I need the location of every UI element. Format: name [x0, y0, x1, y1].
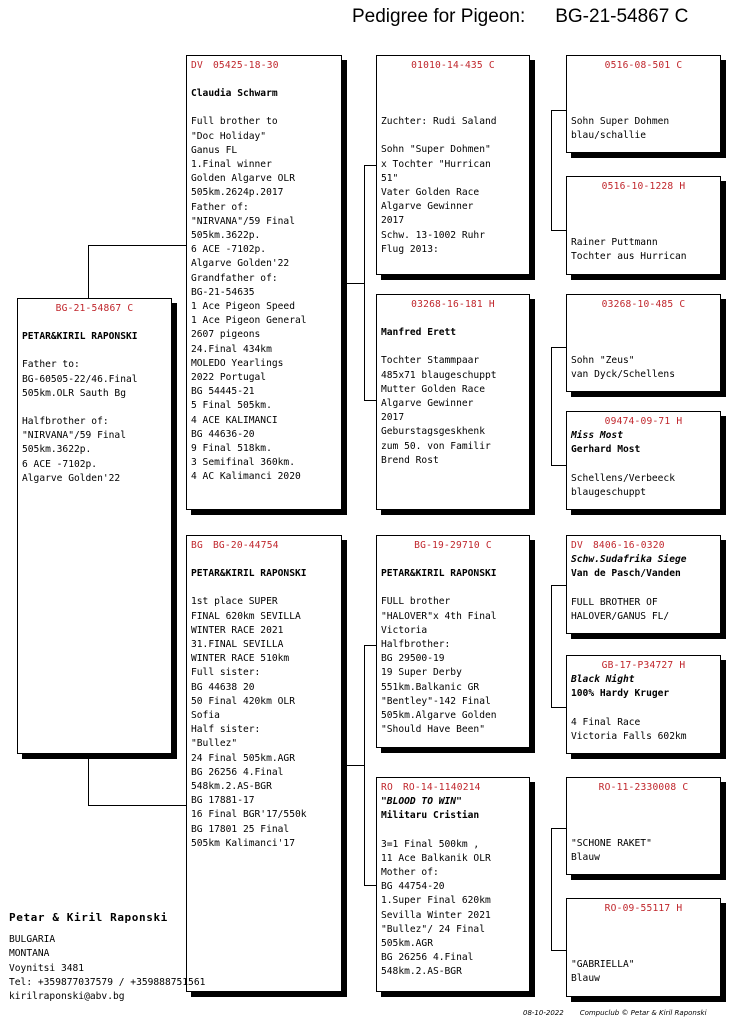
note-line: Sohn "Zeus" — [571, 355, 635, 367]
note-line: "Bullez" — [191, 738, 238, 750]
note-line: "Doc Holiday" — [191, 130, 267, 142]
note-line: "SCHONE RAKET" — [571, 838, 652, 850]
note-line: 6 ACE -7102p. — [191, 244, 267, 256]
pigeon-notes — [381, 115, 525, 257]
note-line: 1st place SUPER — [191, 596, 278, 608]
note-line: Father to: — [22, 359, 80, 371]
sex-code: C — [488, 60, 495, 71]
pigeon-card-sire-sire-sire — [566, 55, 721, 153]
footer-date: 08-10-2022 — [523, 1009, 564, 1017]
note-line: WINTER RACE 2021 — [191, 624, 284, 636]
connector-subject-sire-v — [88, 245, 89, 300]
note-line: 505km Kalimanci'17 — [191, 837, 295, 849]
owner-region: MONTANA — [9, 948, 50, 960]
note-line: Sofia — [191, 710, 220, 722]
note-line: WINTER RACE 510km — [191, 653, 290, 665]
card-header — [381, 539, 525, 553]
note-line: Halfbrother of: — [22, 416, 109, 428]
note-line: BG 44754-20 — [381, 881, 445, 893]
ring-number: 03268-16-181 — [411, 299, 483, 310]
pigeon-notes — [381, 354, 525, 468]
pigeon-title: "BLOOD TO WIN" — [381, 796, 462, 808]
owner-email: kirilraponski@abv.bg — [9, 991, 125, 1003]
note-line: "Bentley"-142 Final — [381, 695, 491, 707]
note-line: Vater Golden Race — [381, 187, 480, 199]
note-line: BG 54445-21 — [191, 386, 255, 398]
ring-number: BG-19-29710 — [414, 540, 480, 551]
connector-dd-b — [551, 950, 567, 951]
note-line: BG 44638 20 — [191, 681, 255, 693]
sex-code: H — [679, 181, 686, 192]
pigeon-name: PETAR&KIRIL RAPONSKI — [191, 568, 307, 580]
pigeon-card-dam-sire — [376, 535, 530, 748]
note-line: 548km.2.AS-BGR — [381, 966, 462, 978]
note-line: HALOVER/GANUS FL/ — [571, 610, 670, 622]
pigeon-name: Militaru Cristian — [381, 810, 480, 822]
note-line: 505km.AGR — [381, 938, 433, 950]
note-line: "NIRVANA"/59 Final — [22, 430, 126, 442]
footer — [523, 1009, 723, 1017]
note-line: Geburstagsgeskhenk — [381, 426, 485, 438]
ring-number: BG-21-54867 C — [55, 303, 134, 314]
note-line: 4 Final Race — [571, 716, 641, 728]
note-line: Algarve Gewinner — [381, 201, 474, 213]
note-line: Sohn Super Dohmen — [571, 116, 670, 128]
note-line: Blauw — [571, 852, 600, 864]
connector-ds-v — [551, 585, 552, 708]
country-code: DV — [571, 540, 583, 551]
pigeon-notes — [381, 838, 525, 980]
card-header — [191, 539, 337, 553]
note-line: 6 ACE -7102p. — [22, 458, 98, 470]
note-line: Sevilla Winter 2021 — [381, 909, 491, 921]
note-line: Algarve Gewinner — [381, 398, 474, 410]
pigeon-name: Claudia Schwarm — [191, 88, 278, 100]
connector-ss-a — [551, 110, 567, 111]
note-line: Golden Algarve OLR — [191, 173, 295, 185]
pigeon-name: Van de Pasch/Vanden — [571, 568, 681, 580]
connector-subject-sire-h — [88, 245, 186, 246]
owner-country: BULGARIA — [9, 934, 56, 946]
note-line: Father of: — [191, 201, 249, 213]
pigeon-card-sire-sire — [376, 55, 530, 275]
note-line: Mutter Golden Race — [381, 383, 485, 395]
owner-name: Petar & Kiril Raponski — [9, 911, 168, 924]
note-line: 11 Ace Balkanik OLR — [381, 852, 491, 864]
card-header — [381, 298, 525, 312]
note-line: BG 26256 4.Final — [191, 766, 284, 778]
pigeon-title: Schw.Sudafrika Siege — [571, 554, 687, 566]
note-line: FULL brother — [381, 596, 451, 608]
connector-subject-dam-v — [88, 750, 89, 806]
note-line: 19 Super Derby — [381, 667, 462, 679]
ring-number: 0516-08-501 — [604, 60, 671, 71]
note-line: 2017 — [381, 412, 405, 424]
ring-number: GB-17-P34727 — [601, 660, 674, 671]
note-line: 5 Final 505km. — [191, 400, 272, 412]
note-line: 505km.2624p.2017 — [191, 187, 284, 199]
note-line: 1.Final winner — [191, 159, 272, 171]
sex-code: H — [679, 660, 686, 671]
owner-address: Voynitsi 3481 — [9, 962, 85, 974]
note-line: MOLEDO Yearlings — [191, 357, 284, 369]
note-line: 31.FINAL SEVILLA — [191, 639, 284, 651]
pigeon-name: PETAR&KIRIL RAPONSKI — [381, 568, 497, 580]
owner-info — [9, 911, 205, 1004]
note-line: Brend Rost — [381, 454, 439, 466]
pigeon-title: Black Night — [571, 674, 635, 686]
note-line: Sohn "Super Dohmen" — [381, 144, 491, 156]
note-line: BG 26256 4.Final — [381, 952, 474, 964]
footer-credit: Compuclub © Petar & Kiril Raponski — [579, 1009, 707, 1017]
connector-dam-ds-h — [364, 645, 376, 646]
connector-dd-a — [551, 828, 567, 829]
note-line: BG-60505-22/46.Final — [22, 373, 138, 385]
sex-code: H — [676, 903, 683, 914]
note-line: Grandfather of: — [191, 272, 278, 284]
title-label: Pedigree for Pigeon: — [352, 6, 526, 27]
note-line: Half sister: — [191, 724, 261, 736]
note-line: zum 50. von Familir — [381, 440, 491, 452]
pigeon-name: 100% Hardy Kruger — [571, 688, 670, 700]
note-line: blaugeschuppt — [571, 486, 647, 498]
pigeon-card-sire-dam-dam — [566, 411, 721, 510]
connector-sire-ss-h — [364, 165, 376, 166]
note-line: "Bullez"/ 24 Final — [381, 923, 485, 935]
sex-code: C — [485, 540, 492, 551]
pigeon-card-sire-dam-sire — [566, 294, 721, 392]
pigeon-card-dam-sire-dam — [566, 655, 721, 754]
country-code: DV — [191, 60, 203, 71]
pigeon-card-sire — [186, 55, 342, 510]
card-header — [571, 180, 716, 194]
note-line: Algarve Golden'22 — [22, 472, 121, 484]
pigeon-card-sire-dam — [376, 294, 530, 510]
pigeon-name: PETAR&KIRIL RAPONSKI — [22, 331, 138, 343]
note-line: Halfbrother: — [381, 639, 451, 651]
note-line: 24 Final 505km.AGR — [191, 752, 295, 764]
note-line: 505km.3622p. — [22, 444, 92, 456]
note-line: 485x71 blaugeschuppt — [381, 369, 497, 381]
card-header — [571, 902, 716, 916]
pigeon-card-subject — [17, 298, 172, 754]
card-header — [571, 659, 716, 673]
title-ring: BG-21-54867 C — [555, 6, 689, 27]
pigeon-card-sire-sire-dam — [566, 176, 721, 275]
note-line: Flug 2013: — [381, 243, 439, 255]
sex-code: H — [676, 416, 683, 427]
pigeon-title: Miss Most — [571, 430, 623, 442]
connector-sire-sd-h — [364, 400, 376, 401]
note-line: 551km.Balkanic GR — [381, 681, 480, 693]
owner-phone: Tel: +359877037579 / +359888751561 — [9, 976, 206, 988]
connector-subject-dam-h — [88, 805, 186, 806]
note-line: BG 44636-20 — [191, 428, 255, 440]
note-line: 1.Super Final 620km — [381, 895, 491, 907]
card-header — [571, 298, 716, 312]
country-code: RO — [381, 782, 393, 793]
page-title — [352, 6, 688, 28]
note-line: 4 ACE KALIMANCI — [191, 414, 278, 426]
note-line: 2607 pigeons — [191, 329, 261, 341]
connector-sd-a — [551, 347, 567, 348]
sex-code: H — [488, 299, 495, 310]
connector-sire-mid-h — [346, 283, 364, 284]
ring-number: 05425-18-30 — [212, 60, 279, 71]
connector-dd-v — [551, 828, 552, 951]
note-line: "NIRVANA"/59 Final — [191, 215, 295, 227]
pigeon-card-dam-dam-dam — [566, 898, 721, 997]
note-line: Schw. 13-1002 Ruhr — [381, 229, 485, 241]
note-line: x Tochter "Hurrican — [381, 158, 491, 170]
card-header — [22, 302, 167, 316]
note-line: 1 Ace Pigeon General — [191, 315, 307, 327]
note-line: 2017 — [381, 215, 405, 227]
note-line: 4 AC Kalimanci 2020 — [191, 471, 301, 483]
ring-number: 09474-09-71 — [604, 416, 671, 427]
pigeon-notes — [191, 595, 337, 851]
note-line: 3=1 Final 500km , — [381, 838, 480, 850]
sex-code: C — [676, 60, 683, 71]
note-line: BG 29500-19 — [381, 653, 445, 665]
card-header — [381, 59, 525, 73]
connector-sd-b — [551, 465, 567, 466]
note-line: Tochter aus Hurrican — [571, 251, 687, 263]
note-line: Algarve Golden'22 — [191, 258, 290, 270]
ring-number: RO-14-1140214 — [402, 782, 481, 793]
pigeon-name: Manfred Erett — [381, 327, 457, 339]
note-line: van Dyck/Schellens — [571, 369, 675, 381]
ring-number: RO-09-55117 — [604, 903, 671, 914]
note-line: Blauw — [571, 973, 600, 985]
country-code: BG — [191, 540, 203, 551]
ring-number: 03268-10-485 — [601, 299, 674, 310]
connector-ds-b — [551, 707, 567, 708]
note-line: 3 Semifinal 360km. — [191, 457, 295, 469]
pigeon-card-dam-dam — [376, 777, 530, 992]
note-line: Mother of: — [381, 867, 439, 879]
connector-sire-parents-v — [364, 165, 365, 401]
note-line: 24.Final 434km — [191, 343, 272, 355]
note-line: Tochter Stammpaar — [381, 355, 480, 367]
note-line: 16 Final BGR'17/550k — [191, 809, 307, 821]
note-line: FINAL 620km SEVILLA — [191, 610, 301, 622]
note-line: "HALOVER"x 4th Final — [381, 610, 497, 622]
pigeon-card-dam — [186, 535, 342, 992]
note-line: Full sister: — [191, 667, 261, 679]
note-line: Ganus FL — [191, 144, 238, 156]
card-header — [571, 539, 716, 553]
note-line: Zuchter: Rudi Saland — [381, 116, 497, 128]
ring-number: RO-11-2330008 — [598, 782, 677, 793]
note-line: 9 Final 518km. — [191, 443, 272, 455]
note-line: 548km.2.AS-BGR — [191, 781, 272, 793]
ring-number: 01010-14-435 — [411, 60, 483, 71]
connector-dam-parents-v — [364, 645, 365, 886]
pigeon-card-dam-dam-sire — [566, 777, 721, 875]
pigeon-notes — [22, 358, 167, 486]
note-line: "Should Have Been" — [381, 724, 485, 736]
note-line: 2022 Portugal — [191, 372, 267, 384]
ring-number: 8406-16-0320 — [592, 540, 665, 551]
note-line: 51" — [381, 172, 399, 184]
pigeon-card-dam-sire-sire — [566, 535, 721, 634]
card-header — [381, 781, 525, 795]
pigeon-notes — [191, 115, 337, 484]
connector-sd-v — [551, 347, 552, 465]
note-line: 505km.OLR Sauth Bg — [22, 387, 126, 399]
note-line: BG 17801 25 Final — [191, 823, 290, 835]
sex-code: C — [682, 782, 689, 793]
card-header — [571, 415, 716, 429]
connector-ss-v — [551, 110, 552, 231]
pigeon-notes — [381, 595, 525, 737]
note-line: BG-21-54635 — [191, 286, 255, 298]
note-line: Victoria — [381, 624, 428, 636]
note-line: Rainer Puttmann — [571, 237, 658, 249]
connector-ds-a — [551, 585, 567, 586]
connector-dam-mid-h — [346, 765, 364, 766]
ring-number: 0516-10-1228 — [601, 181, 674, 192]
card-header — [571, 781, 716, 795]
note-line: "GABRIELLA" — [571, 959, 635, 971]
note-line: BG 17881-17 — [191, 795, 255, 807]
note-line: Victoria Falls 602km — [571, 730, 687, 742]
card-header — [571, 59, 716, 73]
note-line: FULL BROTHER OF — [571, 596, 658, 608]
note-line: 1 Ace Pigeon Speed — [191, 301, 295, 313]
card-header — [191, 59, 337, 73]
ring-number: BG-20-44754 — [212, 540, 279, 551]
connector-dam-dd-h — [364, 885, 376, 886]
note-line: 505km.Algarve Golden — [381, 710, 497, 722]
note-line: Full brother to — [191, 116, 278, 128]
sex-code: C — [679, 299, 686, 310]
note-line: 505km.3622p. — [191, 230, 261, 242]
note-line: Schellens/Verbeeck — [571, 472, 675, 484]
connector-ss-b — [551, 230, 567, 231]
note-line: blau/schallie — [571, 130, 647, 142]
note-line: 50 Final 420km OLR — [191, 695, 295, 707]
pigeon-name: Gerhard Most — [571, 444, 641, 456]
